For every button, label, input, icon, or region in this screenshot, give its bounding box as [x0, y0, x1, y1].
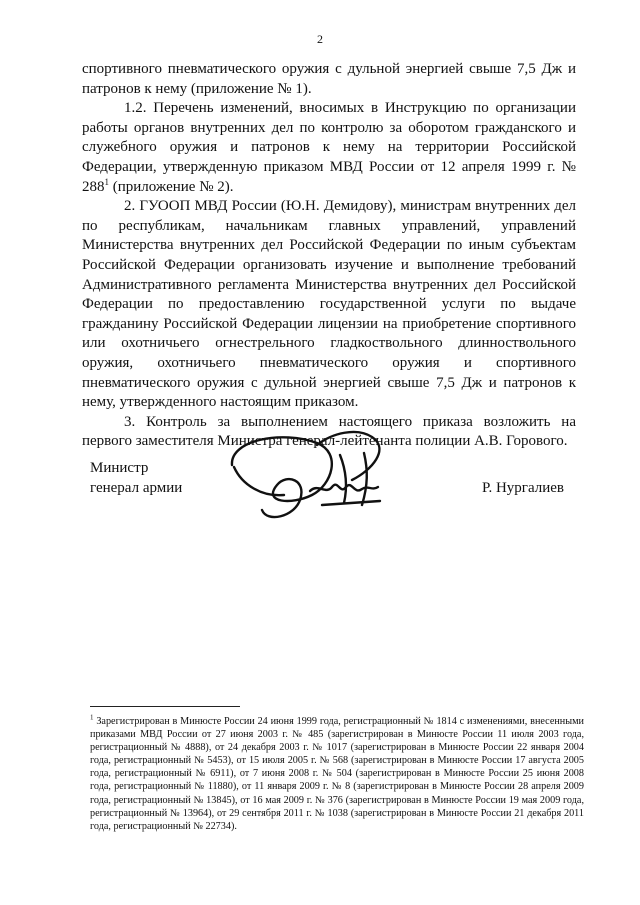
signatory-title [90, 458, 182, 498]
signatory-position: Министр [90, 460, 149, 476]
paragraph-2: 2. ГУООП МВД России (Ю.Н. Демидову), министрам внутренних дел по республикам, начальникам главных управлений, управлений Министерства внутренних дел Российской Федерации по иным субъектам Российской Федерации организовать изучение и выполнение требований Административного регламента Министерства внутренних дел Российской Федерации по предоставлению государственной услуги по выдаче гражданину Российской Федерации лицензии на приобретение спортивного или охотничьего огнестрельного гладкоствольного длинноствольного оружия, охотничьего пневматического оружия и спортивного пневматического оружия с дульной энергией свыше 7,5 Дж и патронов к нему, утвержденного настоящим приказом. [82, 198, 576, 411]
footnote-text: Зарегистрирован в Минюсте России 24 июня 1999 года, регистрационный № 1814 с изменениями, внесенными приказами МВД России от 27 июня 2003 г. № 485 (зарегистрирован в Минюсте России 11 июля 2003 года, регистрационный № 4888), от 24 декабря 2003 г. № 1017 (зарегистрирован в Минюсте России 22 января 2004 года, регистрационный № 5453), от 15 июля 2005 г. № 568 (зарегистрирован в Минюсте России 17 августа 2005 года, регистрационный № 6911), от 7 июня 2008 г. № 504 (зарегистрирован в Минюсте России 25 июня 2008 года, регистрационный № 11880), от 11 января 2009 г. № 8 (зарегистрирован в Минюсте России 28 апреля 2009 года, регистрационный № 13845), от 16 мая 2009 г. № 376 (зарегистрирован в Минюсте России 19 мая 2009 года, регистрационный № 13964), от 29 сентября 2011 г. № 1038 (зарегистрирован в Минюсте России 21 декабря 2011 года, регистрационный № 22734). [90, 716, 584, 832]
footnote [90, 715, 584, 833]
document-body [82, 60, 576, 452]
footnote-divider [90, 706, 240, 707]
footnote-mark: 1 [90, 713, 94, 722]
paragraph-1-2-tail: (приложение № 2). [109, 178, 234, 195]
page-number: 2 [317, 32, 323, 46]
paragraph-1-2-text: 1.2. Перечень изменений, вносимых в Инструкцию по организации работы органов внутренних дел по контролю за оборотом гражданского и служебного оружия и патронов к нему на территории Российской Федерации, утвержденную приказом МВД России от 12 апреля 1999 г. № 288 [82, 100, 576, 195]
paragraph-continuation: спортивного пневматического оружия с дульной энергией свыше 7,5 Дж и патронов к нему (приложение № 1). [82, 61, 576, 97]
signatory-rank: генерал армии [90, 480, 183, 496]
paragraph-1-2 [82, 99, 576, 197]
signatory-name: Р. Нургалиев [482, 480, 564, 496]
handwritten-signature [222, 425, 397, 530]
footnote-reference: 1 [104, 176, 109, 187]
paragraph-3: 3. Контроль за выполнением настоящего приказа возложить на первого заместителя Министра генерал-лейтенанта полиции А.В. Горового. [82, 413, 576, 450]
